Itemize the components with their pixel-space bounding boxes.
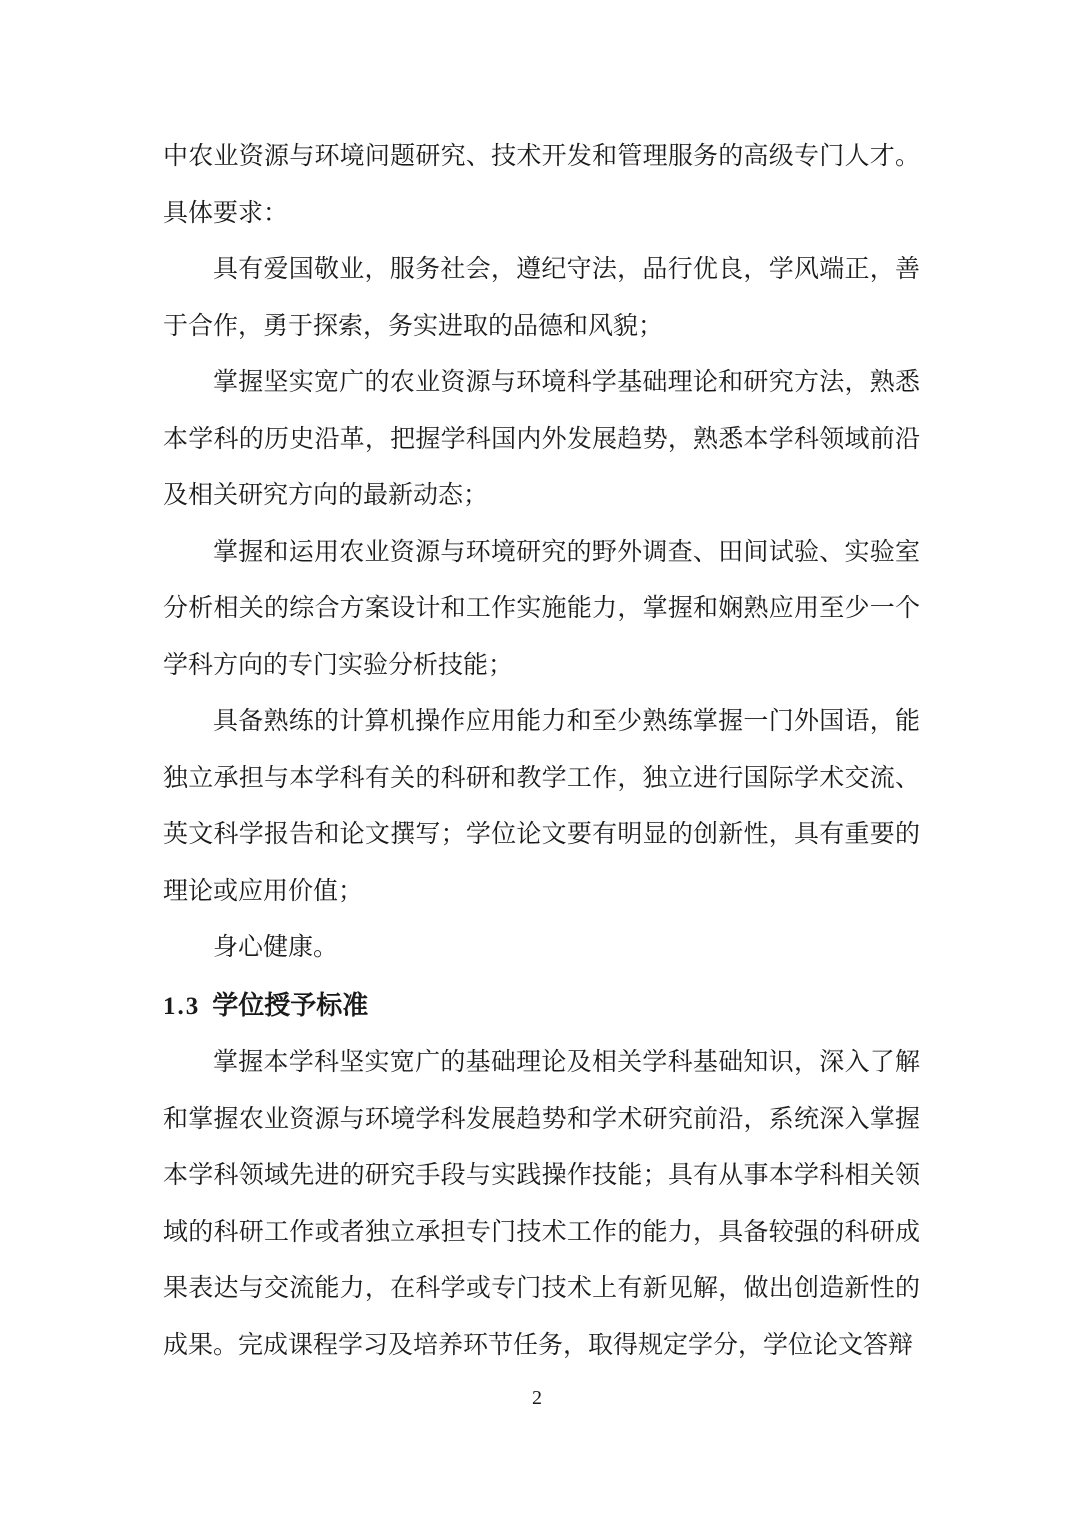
paragraph: 中农业资源与环境问题研究、技术开发和管理服务的高级专门人才。具体要求： — [163, 143, 920, 227]
page-number: 2 — [532, 1387, 542, 1409]
paragraph: 掌握和运用农业资源与环境研究的野外调查、田间试验、实验室分析相关的综合方案设计和工作实施能力，掌握和娴熟应用至少一个学科方向的专门实验分析技能； — [163, 538, 920, 679]
paragraph: 身心健康。 — [213, 934, 339, 961]
document-body — [163, 129, 920, 1374]
paragraph: 掌握本学科坚实宽广的基础理论及相关学科基础知识，深入了解和掌握农业资源与环境学科发展趋势和学术研究前沿，系统深入掌握本学科领域先进的研究手段与实践操作技能；具有从事本学科相关领域的科研工作或者独立承担专门技术工作的能力，具备较强的科研成果表达与交流能力，在科学或专门技术上有新见解，做出创造新性的成果。完成课程学习及培养环节任务，取得规定学分，学位论文答辩 — [163, 1049, 920, 1359]
paragraph: 掌握坚实宽广的农业资源与环境科学基础理论和研究方法，熟悉本学科的历史沿革，把握学科国内外发展趋势，熟悉本学科领域前沿及相关研究方向的最新动态； — [163, 369, 920, 509]
paragraph: 具备熟练的计算机操作应用能力和至少熟练掌握一门外国语，能独立承担与本学科有关的科研和教学工作，独立进行国际学术交流、英文科学报告和论文撰写；学位论文要有明显的创新性，具有重要的理论或应用价值； — [163, 708, 920, 905]
section-heading — [163, 977, 920, 1036]
section-heading-number: 1.3 — [163, 992, 201, 1020]
paragraph: 具有爱国敬业，服务社会，遵纪守法，品行优良，学风端正，善于合作，勇于探索，务实进取的品德和风貌； — [163, 256, 920, 340]
section-heading-title: 学位授予标准 — [212, 989, 369, 1020]
